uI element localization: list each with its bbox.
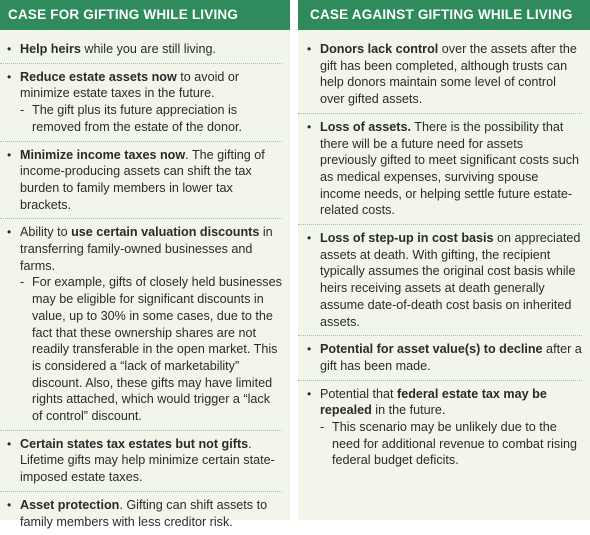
dash-icon: - bbox=[320, 420, 325, 435]
dash-icon: - bbox=[20, 275, 25, 290]
item-text: There is the possibility that there will be a future need for assets previously gifted to meet significant costs such as medical expenses, surviving spouse income needs, or helping settle future estate-related costs. bbox=[320, 119, 579, 218]
item-bold: Donors lack control bbox=[320, 42, 439, 56]
list-item bbox=[298, 114, 582, 225]
item-text: after a gift has been made. bbox=[320, 342, 582, 373]
item-pre-text: Ability to bbox=[20, 225, 72, 240]
bullet-icon: • bbox=[307, 342, 312, 357]
list-item bbox=[298, 381, 582, 475]
sub-item bbox=[20, 102, 282, 135]
case-for-list bbox=[0, 30, 290, 535]
item-bold: Minimize income taxes now bbox=[20, 147, 186, 162]
item-bold: use certain valuation discounts bbox=[71, 225, 260, 240]
sub-item-text: The gift plus its future appreciation is removed from the estate of the donor. bbox=[32, 103, 243, 134]
item-bold: Reduce estate assets now bbox=[20, 69, 177, 84]
bullet-icon: • bbox=[307, 231, 312, 246]
item-text: in the future. bbox=[371, 403, 446, 418]
item-text: on appreciated assets at death. With gifting, the recipient typically assumes the original cost basis while heirs receiving assets at death generally assume date-of-death cost basis on inherited assets. bbox=[320, 231, 581, 329]
list-item bbox=[0, 492, 282, 535]
list-item bbox=[0, 219, 282, 430]
item-bold: Loss of step-up in cost basis bbox=[320, 231, 494, 246]
item-text: in transferring family-owned businesses and farms. bbox=[20, 225, 273, 273]
list-item bbox=[0, 36, 282, 64]
bullet-icon: • bbox=[7, 42, 12, 56]
item-bold: federal estate tax may be repealed bbox=[320, 386, 547, 418]
item-text: . Gifting can shift assets to family members with less creditor risk. bbox=[20, 497, 268, 529]
case-against-header: CASE AGAINST GIFTING WHILE LIVING bbox=[298, 0, 590, 30]
item-bold: Potential for asset value(s) to decline bbox=[320, 342, 543, 357]
sub-item bbox=[320, 419, 582, 469]
item-bold: Asset protection bbox=[20, 497, 120, 512]
bullet-icon: • bbox=[7, 225, 12, 240]
item-text: over the assets after the gift has been completed, although trusts can help donors maintain some level of control over gifted assets. bbox=[320, 42, 577, 107]
case-against-column bbox=[298, 0, 590, 520]
list-item bbox=[0, 142, 282, 220]
case-for-column bbox=[0, 0, 290, 529]
item-text: . Lifetime gifts may help minimize certain state-imposed estate taxes. bbox=[20, 436, 275, 485]
case-against-list bbox=[298, 30, 590, 474]
sub-item-text: This scenario may be unlikely due to the need for additional revenue to combat rising federal budget deficits. bbox=[332, 420, 578, 468]
item-text: to avoid or minimize estate taxes in the future. bbox=[20, 69, 240, 101]
bullet-icon: • bbox=[7, 69, 12, 84]
dash-icon: - bbox=[20, 103, 25, 118]
bullet-icon: • bbox=[7, 497, 12, 512]
bullet-icon: • bbox=[7, 147, 12, 162]
list-item bbox=[298, 225, 582, 336]
item-bold: Loss of assets. bbox=[320, 119, 411, 134]
list-item bbox=[0, 431, 282, 492]
sub-item bbox=[20, 274, 282, 424]
case-for-header: CASE FOR GIFTING WHILE LIVING bbox=[0, 0, 290, 30]
bullet-icon: • bbox=[7, 436, 12, 451]
list-item bbox=[298, 36, 582, 114]
sub-item-text: For example, gifts of closely held businesses may be eligible for significant discounts in value, up to 30% in some cases, due to the fact that these ownership shares are not readily transferable in the open market. This is considered a “lack of marketability” discount. Also, these gifts may have limited rights attached, which would trigger a “lack of control” discount. bbox=[32, 275, 282, 424]
item-text: while you are still living. bbox=[80, 42, 216, 56]
item-text: . The gifting of income-producing assets can shift the tax burden to family members in lower tax brackets. bbox=[20, 147, 265, 212]
bullet-icon: • bbox=[307, 386, 312, 401]
item-bold: Help heirs bbox=[20, 42, 81, 56]
bullet-icon: • bbox=[307, 42, 312, 56]
bullet-icon: • bbox=[307, 119, 312, 134]
list-item bbox=[0, 64, 282, 142]
item-pre-text: Potential that bbox=[320, 386, 398, 401]
item-bold: Certain states tax estates but not gifts bbox=[20, 436, 249, 451]
list-item bbox=[298, 336, 582, 380]
